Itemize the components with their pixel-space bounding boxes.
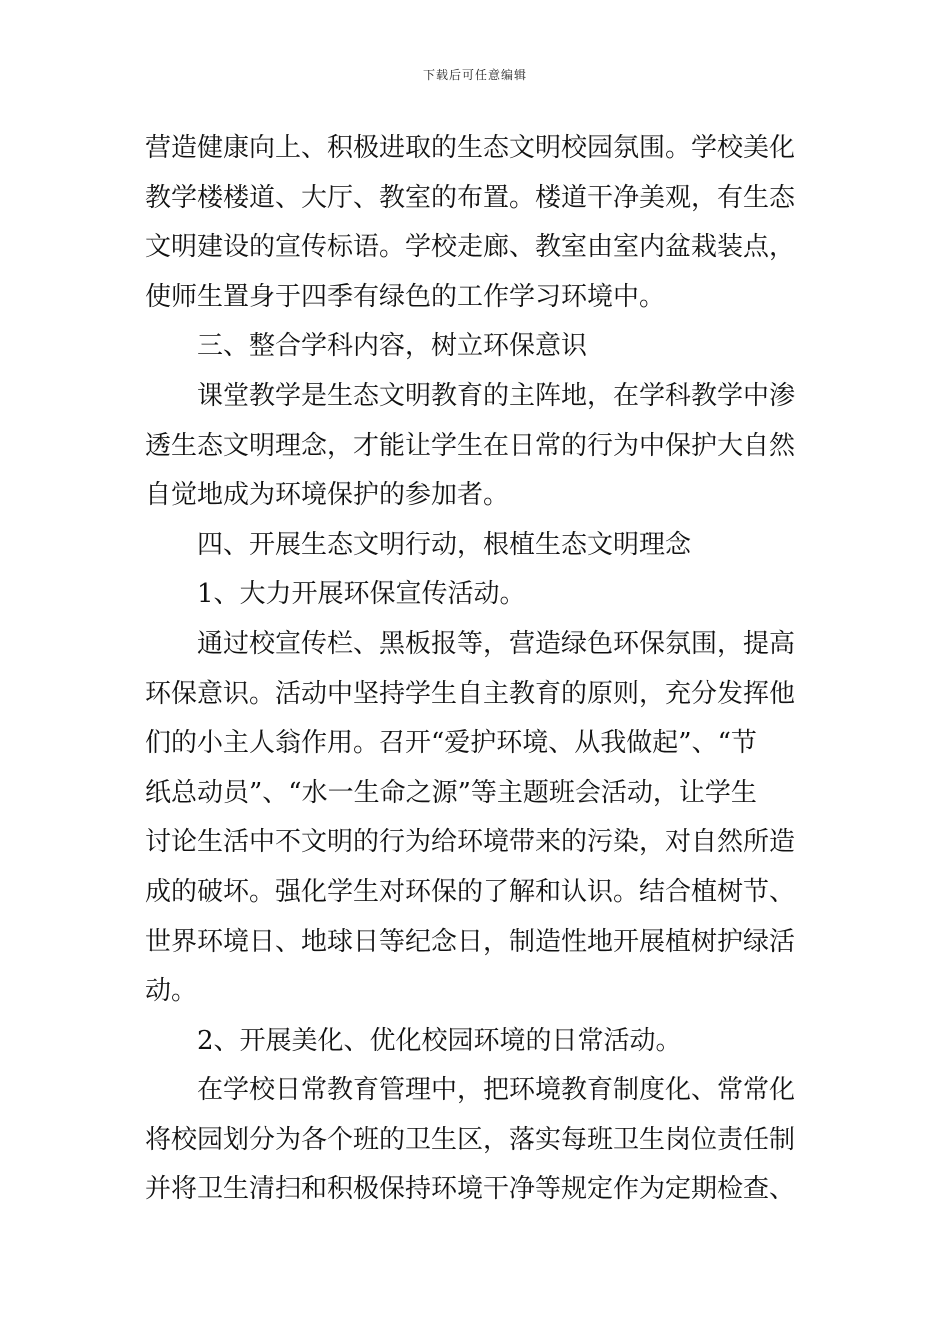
text-line: 透生态文明理念，才能让学生在日常的行为中保护大自然 bbox=[145, 430, 796, 461]
text-line: 动。 bbox=[145, 976, 198, 1007]
text-line: 讨论生活中不文明的行为给环境带来的污染，对自然所造 bbox=[145, 827, 796, 858]
text-line: 成的破坏。强化学生对环保的了解和认识。结合植树节、 bbox=[145, 876, 796, 907]
text-line: 环保意识。活动中坚持学生自主教育的原则，充分发挥他 bbox=[145, 678, 796, 709]
page-header: 下载后可任意编辑 bbox=[422, 68, 527, 82]
text-line: 教学楼楼道、大厅、教室的布置。楼道干净美观，有生态 bbox=[145, 182, 796, 213]
text-line: 通过校宣传栏、黑板报等，营造绿色环保氛围，提高 bbox=[197, 628, 796, 659]
text-line: 三、整合学科内容，树立环保意识 bbox=[197, 331, 588, 362]
text-line: 营造健康向上、积极进取的生态文明校园氛围。学校美化 bbox=[145, 133, 796, 163]
text-line: 课堂教学是生态文明教育的主阵地，在学科教学中渗 bbox=[197, 380, 796, 411]
text-line: 纸总动员”、“水一生命之源”等主题班会活动，让学生 bbox=[145, 777, 757, 808]
text-line: 将校园划分为各个班的卫生区，落实每班卫生岗位责任制 bbox=[145, 1124, 796, 1155]
text-line: 文明建设的宣传标语。学校走廊、教室由室内盆栽装点， bbox=[145, 232, 796, 263]
text-line: 使师生置身于四季有绿色的工作学习环境中。 bbox=[145, 281, 666, 312]
text-line: 在学校日常教育管理中，把环境教育制度化、常常化 bbox=[197, 1075, 796, 1106]
text-line: 1、大力开展环保宣传活动。 bbox=[197, 579, 526, 610]
text-line: 世界环境日、地球日等纪念日，制造性地开展植树护绿活 bbox=[145, 926, 796, 957]
text-line: 自觉地成为环境保护的参加者。 bbox=[145, 480, 510, 511]
text-line: 并将卫生清扫和积极保持环境干净等规定作为定期检查、 bbox=[145, 1174, 796, 1205]
text-line: 2、开展美化、优化校园环境的日常活动。 bbox=[197, 1025, 682, 1056]
document-body bbox=[145, 124, 810, 1215]
text-line: 们的小主人翁作用。召开“爱护环境、从我做起”、“节 bbox=[145, 728, 757, 759]
text-line: 四、开展生态文明行动，根植生态文明理念 bbox=[197, 529, 692, 560]
